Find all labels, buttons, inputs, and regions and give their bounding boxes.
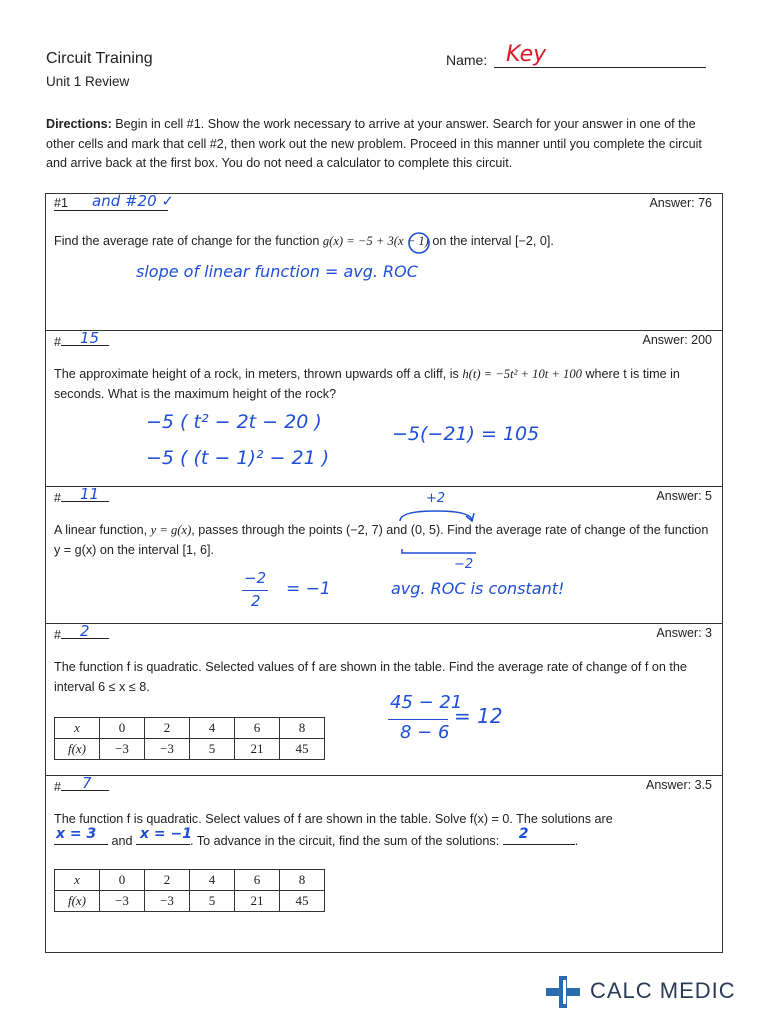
question-function: h(t) = −5t² + 10t + 100 — [462, 367, 582, 381]
directions-text: Begin in cell #1. Show the work necessary to arrive at your answer. Search for your answer in one of the other cells and mark that cell #2, then work out the new problem. Proceed in this manner until you complete the circuit and arrive back at the first box. You do not need a calculator to complete this circuit. — [46, 117, 702, 170]
cell-answer: Answer: 3.5 — [645, 778, 712, 792]
table-cell: 0 — [100, 870, 145, 891]
fill-blank-3 — [503, 825, 575, 845]
table-cell: 2 — [145, 718, 190, 739]
table-header: x — [55, 718, 100, 739]
table-header: f(x) — [55, 739, 100, 760]
table-header: f(x) — [55, 891, 100, 912]
table-cell: 8 — [280, 718, 325, 739]
cell-question — [54, 810, 716, 851]
work-note: slope of linear function = avg. ROC — [136, 262, 418, 281]
fill-answer-1: x = 3 — [56, 825, 97, 842]
worksheet-title: Circuit Training — [46, 50, 153, 67]
table-cell: −3 — [100, 739, 145, 760]
circled-coefficient-mark — [406, 230, 432, 256]
cell-number-prefix: #1 — [54, 196, 168, 211]
question-function: y = g(x) — [150, 523, 192, 537]
table-cell: 21 — [235, 891, 280, 912]
table-cell: 45 — [280, 891, 325, 912]
table-cell: 4 — [190, 870, 235, 891]
directions-label: Directions: — [46, 117, 112, 131]
table-cell: 45 — [280, 739, 325, 760]
brand-name: CALC MEDIC — [590, 978, 736, 1003]
question-text-end: . To advance in the circuit, find the sum of the solutions: — [190, 833, 500, 848]
cell-number — [54, 192, 174, 210]
table-header: x — [55, 870, 100, 891]
table-cell: 5 — [190, 891, 235, 912]
cell-number-handwritten: 2 — [80, 622, 90, 640]
cell-answer: Answer: 76 — [649, 196, 712, 210]
table-row-fx — [55, 891, 325, 912]
fill-and: and — [111, 833, 133, 848]
work-numerator: 45 − 21 — [390, 692, 463, 713]
table-cell: 6 — [235, 718, 280, 739]
cell-number-handwritten: 7 — [82, 774, 92, 792]
table-row-x — [55, 718, 325, 739]
circuit-cell-5 — [46, 776, 722, 952]
work-delta-y: −2 — [454, 557, 474, 572]
table-cell: −3 — [145, 739, 190, 760]
cell-number — [54, 774, 109, 794]
work-denominator: 2 — [251, 592, 261, 610]
fill-answer-2: x = −1 — [140, 825, 192, 842]
name-label: Name: — [446, 52, 488, 68]
name-value: Key — [506, 42, 547, 67]
table-cell: 0 — [100, 718, 145, 739]
table-cell: 6 — [235, 870, 280, 891]
cell-question — [54, 521, 716, 560]
work-result: = −1 — [286, 579, 331, 599]
work-numerator: −2 — [244, 569, 267, 587]
circuit-cell-2 — [46, 331, 722, 487]
table-cell: 2 — [145, 870, 190, 891]
table-cell: 5 — [190, 739, 235, 760]
work-line-3: −5(−21) = 105 — [392, 423, 540, 445]
table-cell: −3 — [145, 891, 190, 912]
circuit-cell-4 — [46, 624, 722, 776]
fill-blank-2 — [136, 825, 192, 845]
cell-question: The function f is quadratic. Selected values of f are shown in the table. Find the average rate of change of f on the interval 6 ≤ x ≤ 8. — [54, 660, 687, 694]
table-row-x — [55, 870, 325, 891]
cell-number — [54, 329, 109, 349]
fill-blank-1 — [54, 825, 108, 845]
cell-answer: Answer: 200 — [642, 333, 712, 347]
cell-number — [54, 485, 109, 505]
cell-number-prefix: # — [54, 628, 61, 642]
worksheet-subtitle: Unit 1 Review — [46, 74, 130, 89]
fill-answer-3: 2 — [518, 825, 529, 842]
circuit-cell-1 — [46, 194, 722, 331]
cell-number-handwritten: and #20 ✓ — [92, 192, 174, 210]
table-cell: 21 — [235, 739, 280, 760]
values-table — [54, 869, 325, 912]
work-line-2: −5 ( (t − 1)² − 21 ) — [146, 447, 330, 469]
question-function: g(x) = −5 + 3(x − 1) — [322, 234, 429, 248]
cell-question — [54, 365, 716, 404]
work-fraction-bar — [388, 719, 448, 720]
values-table — [54, 717, 325, 760]
question-text-end: on the interval [−2, 0]. — [428, 234, 554, 248]
circuit-cell-3 — [46, 487, 722, 624]
question-text-end: where t is time in seconds. What is the maximum height of the rock? — [54, 367, 680, 401]
question-fill-line: x = 3 and x = −1 . To advance in the circuit, find the sum of the solutions: 2 . — [56, 825, 579, 848]
question-text-end: , passes through the points (−2, 7) and (0, 5). Find the average rate of change of the function y = g(x) on the interval [1, 6]. — [54, 523, 709, 557]
work-denominator: 8 − 6 — [400, 722, 450, 743]
work-line-1: −5 ( t² − 2t − 20 ) — [146, 411, 322, 433]
work-note: avg. ROC is constant! — [391, 579, 565, 598]
question-text: Find the average rate of change for the function — [54, 234, 323, 248]
table-cell: 8 — [280, 870, 325, 891]
question-text: The approximate height of a rock, in meters, thrown upwards off a cliff, is — [54, 367, 463, 381]
question-text: A linear function, — [54, 523, 151, 537]
circuit-grid — [45, 193, 723, 953]
cell-number-prefix: # — [54, 335, 61, 349]
question-text: The function f is quadratic. Select values of f are shown in the table. Solve f(x) = 0. The solutions are — [54, 812, 613, 826]
cell-answer: Answer: 3 — [656, 626, 712, 640]
work-result: = 12 — [454, 704, 503, 728]
calc-medic-logo-icon — [546, 976, 580, 1008]
cell-number-handwritten: 11 — [80, 485, 100, 503]
cell-number-handwritten: 15 — [80, 329, 100, 347]
work-delta-x: +2 — [426, 491, 446, 506]
cell-number — [54, 622, 109, 642]
work-fraction-bar — [242, 590, 268, 591]
directions — [46, 115, 722, 174]
cell-answer: Answer: 5 — [656, 489, 712, 503]
cell-question — [54, 232, 716, 252]
table-row-fx — [55, 739, 325, 760]
cell-number-prefix: # — [54, 780, 61, 794]
name-line — [494, 67, 706, 68]
table-cell: −3 — [100, 891, 145, 912]
cell-number-prefix: # — [54, 491, 61, 505]
table-cell: 4 — [190, 718, 235, 739]
